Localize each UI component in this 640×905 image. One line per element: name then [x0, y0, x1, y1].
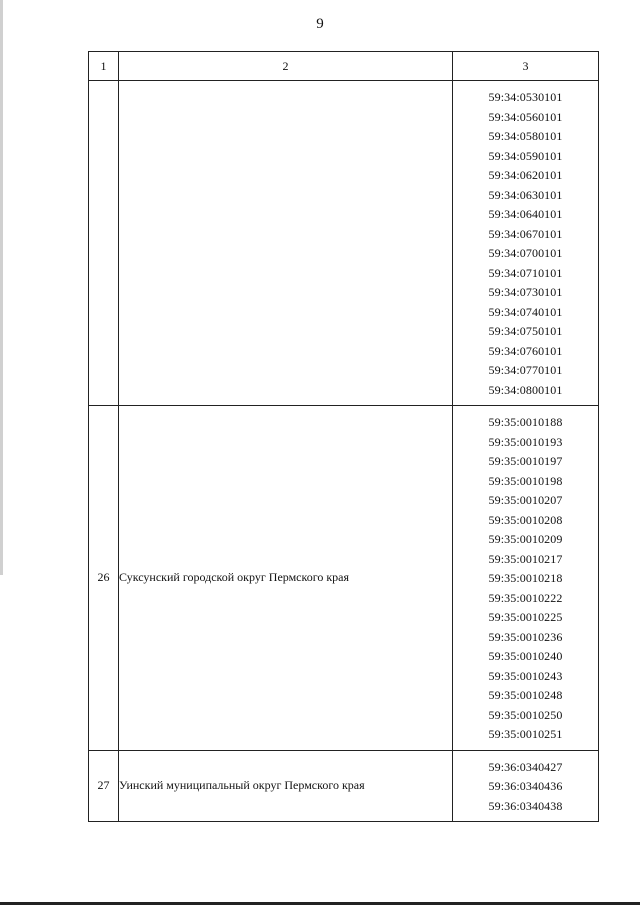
column-header-1: 1	[89, 52, 119, 81]
page-number: 9	[316, 16, 324, 32]
cadastral-code: 59:35:0010240	[488, 649, 563, 663]
row-number: 26	[89, 406, 119, 751]
cadastral-table	[88, 51, 599, 822]
cadastral-code: 59:34:0630101	[488, 187, 563, 202]
cadastral-code: 59:35:0010250	[488, 707, 563, 722]
table-row	[89, 750, 599, 822]
cadastral-code-list	[453, 406, 598, 750]
cadastral-code: 59:34:0640101	[488, 207, 563, 221]
municipality-name: Суксунский городской округ Пермского края	[119, 406, 453, 751]
municipality-name: Уинский муниципальный округ Пермского края	[119, 750, 453, 822]
table-row	[89, 406, 599, 751]
cadastral-code: 59:35:0010207	[488, 493, 563, 507]
cadastral-code: 59:35:0010193	[488, 434, 563, 449]
cadastral-code: 59:34:0580101	[488, 129, 563, 143]
cadastral-code: 59:36:0340438	[488, 798, 563, 813]
cadastral-code: 59:35:0010208	[488, 512, 563, 527]
municipality-name	[119, 81, 453, 406]
cadastral-codes-cell	[453, 750, 599, 822]
cadastral-code: 59:34:0560101	[488, 109, 563, 124]
cadastral-codes-cell	[453, 406, 599, 751]
cadastral-codes-cell	[453, 81, 599, 406]
cadastral-code: 59:34:0770101	[488, 363, 563, 377]
cadastral-code: 59:35:0010251	[488, 727, 563, 741]
cadastral-code: 59:35:0010197	[488, 454, 563, 468]
cadastral-code: 59:35:0010225	[488, 610, 563, 624]
cadastral-code-list	[453, 81, 598, 405]
cadastral-code: 59:35:0010236	[488, 629, 563, 644]
cadastral-code: 59:35:0010209	[488, 532, 563, 546]
row-number: 27	[89, 750, 119, 822]
cadastral-code: 59:34:0750101	[488, 324, 563, 338]
cadastral-code: 59:34:0620101	[488, 168, 563, 182]
row-number	[89, 81, 119, 406]
table-body	[89, 81, 599, 822]
cadastral-code: 59:34:0800101	[488, 382, 563, 397]
cadastral-code: 59:35:0010218	[488, 571, 563, 585]
cadastral-code: 59:36:0340436	[488, 779, 563, 793]
cadastral-code: 59:36:0340427	[488, 759, 563, 774]
cadastral-code: 59:35:0010243	[488, 668, 563, 683]
cadastral-code-list	[453, 751, 598, 822]
cadastral-code: 59:34:0710101	[488, 265, 563, 280]
cadastral-code: 59:35:0010248	[488, 688, 563, 702]
cadastral-code: 59:35:0010222	[488, 590, 563, 605]
cadastral-code: 59:34:0760101	[488, 343, 563, 358]
column-header-3: 3	[453, 52, 599, 81]
cadastral-code: 59:35:0010198	[488, 473, 563, 488]
column-header-2: 2	[119, 52, 453, 81]
cadastral-code: 59:34:0590101	[488, 148, 563, 163]
table-row	[89, 81, 599, 406]
cadastral-code: 59:34:0730101	[488, 285, 563, 299]
table-header-row	[89, 52, 599, 81]
cadastral-code: 59:34:0530101	[488, 90, 563, 104]
cadastral-code: 59:35:0010188	[488, 415, 563, 429]
cadastral-code: 59:34:0700101	[488, 246, 563, 260]
cadastral-code: 59:34:0740101	[488, 304, 563, 319]
cadastral-code: 59:35:0010217	[488, 551, 563, 566]
scan-left-edge	[0, 0, 3, 575]
cadastral-code: 59:34:0670101	[488, 226, 563, 241]
